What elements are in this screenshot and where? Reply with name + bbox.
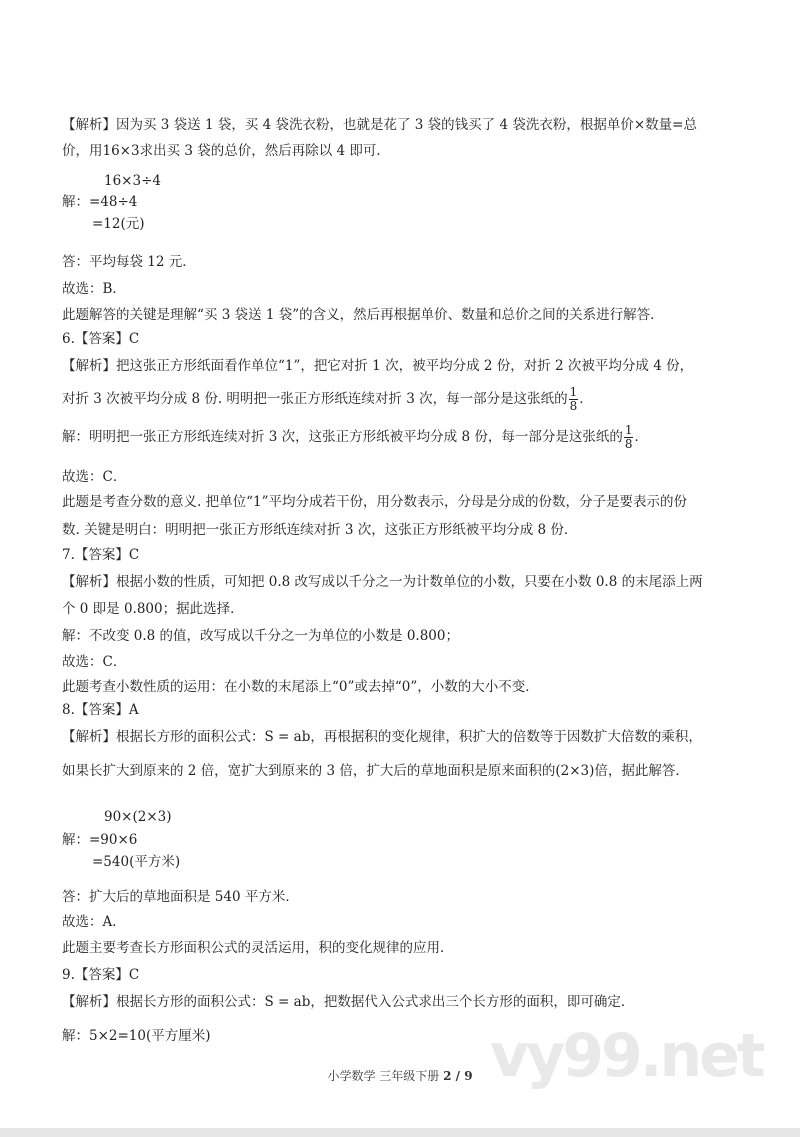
q5-calc-line-3: =12(元) bbox=[92, 216, 145, 232]
q5-answer: 答：平均每袋 12 元． bbox=[62, 254, 196, 270]
q6-note-line-2: 数. 关键是明白：明明把一张正方形纸连续对折 3 次，这张正方形纸被平均分成 8 份． bbox=[62, 522, 578, 538]
q6-solution-text: 解：明明把一张正方形纸连续对折 3 次，这张正方形纸被平均分成 8 份，每一部分是这张纸的 bbox=[62, 429, 623, 445]
q5-calc-line-2: 解：=48÷4 bbox=[62, 194, 138, 210]
q7-heading: 7.【答案】C bbox=[62, 547, 140, 563]
q8-choice: 故选：A． bbox=[62, 914, 126, 930]
fraction-denominator: 8 bbox=[569, 399, 578, 413]
q7-analysis-line-1: 【解析】根据小数的性质，可知把 0.8 改写成以千分之一为计数单位的小数，只要在小数 0.8 的末尾添上两 bbox=[62, 574, 703, 590]
q8-analysis-line-2: 如果长扩大到原来的 2 倍，宽扩大到原来的 3 倍，扩大后的草地面积是原来面积的(2×3)倍，据此解答． bbox=[62, 763, 689, 779]
q9-calc-line-1: 解：5×2=10(平方厘米) bbox=[62, 1028, 211, 1044]
watermark: vy99.net bbox=[490, 1021, 763, 1091]
q9-heading: 9.【答案】C bbox=[62, 967, 140, 983]
fraction-numerator: 1 bbox=[569, 385, 578, 399]
period: ． bbox=[634, 429, 648, 445]
fraction-numerator: 1 bbox=[624, 423, 633, 437]
viewer-bottom-bar bbox=[0, 1128, 800, 1137]
q5-analysis-line-1: 【解析】因为买 3 袋送 1 袋，买 4 袋洗衣粉，也就是花了 3 袋的钱买了 4 袋洗衣粉，根据单价×数量=总 bbox=[62, 117, 697, 133]
footer-subject: 小学数学 三年级下册 bbox=[327, 1069, 440, 1083]
q8-note: 此题主要考查长方形面积公式的灵活运用，积的变化规律的应用． bbox=[62, 940, 454, 956]
q5-calc-line-1: 16×3÷4 bbox=[104, 173, 161, 189]
page-footer bbox=[0, 1068, 800, 1084]
fraction-one-eighth bbox=[569, 386, 579, 413]
q9-analysis-line-1: 【解析】根据长方形的面积公式：S = ab，把数据代入公式求出三个长方形的面积，即可确定． bbox=[62, 994, 635, 1010]
q6-analysis-line-2 bbox=[62, 386, 593, 413]
q7-note: 此题考查小数性质的运用：在小数的末尾添上“0”或去掉“0”，小数的大小不变． bbox=[62, 679, 539, 695]
q8-calc-line-2: 解：=90×6 bbox=[62, 832, 138, 848]
q8-analysis-line-1: 【解析】根据长方形的面积公式：S = ab，再根据积的变化规律，积扩大的倍数等于因数扩大倍数的乘积， bbox=[62, 729, 702, 745]
q6-analysis-text: 对折 3 次被平均分成 8 份. 明明把一张正方形纸连续对折 3 次，每一部分是这张纸的 bbox=[62, 391, 568, 407]
q8-heading: 8.【答案】A bbox=[62, 702, 139, 718]
q6-heading: 6.【答案】C bbox=[62, 331, 140, 347]
q6-solution bbox=[62, 424, 648, 451]
q5-choice: 故选：B． bbox=[62, 281, 126, 297]
fraction-one-eighth bbox=[624, 424, 634, 451]
fraction-denominator: 8 bbox=[624, 437, 633, 451]
q7-choice: 故选：C． bbox=[62, 654, 127, 670]
period: ． bbox=[579, 391, 593, 407]
q8-calc-line-3: =540(平方米) bbox=[92, 854, 181, 870]
q7-analysis-line-2: 个 0 即是 0.800；据此选择． bbox=[62, 601, 244, 617]
q6-choice: 故选：C． bbox=[62, 469, 127, 485]
q6-analysis-line-1: 【解析】把这张正方形纸面看作单位“1”，把它对折 1 次，被平均分成 2 份，对折 2 次被平均分成 4 份， bbox=[62, 358, 694, 374]
q5-note: 此题解答的关键是理解“买 3 袋送 1 袋”的含义，然后再根据单价、数量和总价之间的关系进行解答． bbox=[62, 307, 664, 323]
q8-calc-line-1: 90×(2×3) bbox=[104, 809, 172, 825]
page-number: 2 / 9 bbox=[443, 1069, 473, 1083]
q8-answer: 答：扩大后的草地面积是 540 平方米． bbox=[62, 889, 299, 905]
q5-analysis-line-2: 价，用16×3求出买 3 袋的总价，然后再除以 4 即可． bbox=[62, 143, 390, 159]
q6-note-line-1: 此题是考查分数的意义. 把单位“1”平均分成若干份，用分数表示，分母是分成的份数，分子是要表示的份 bbox=[62, 494, 687, 510]
q7-solution: 解：不改变 0.8 的值，改写成以千分之一为单位的小数是 0.800； bbox=[62, 628, 459, 644]
